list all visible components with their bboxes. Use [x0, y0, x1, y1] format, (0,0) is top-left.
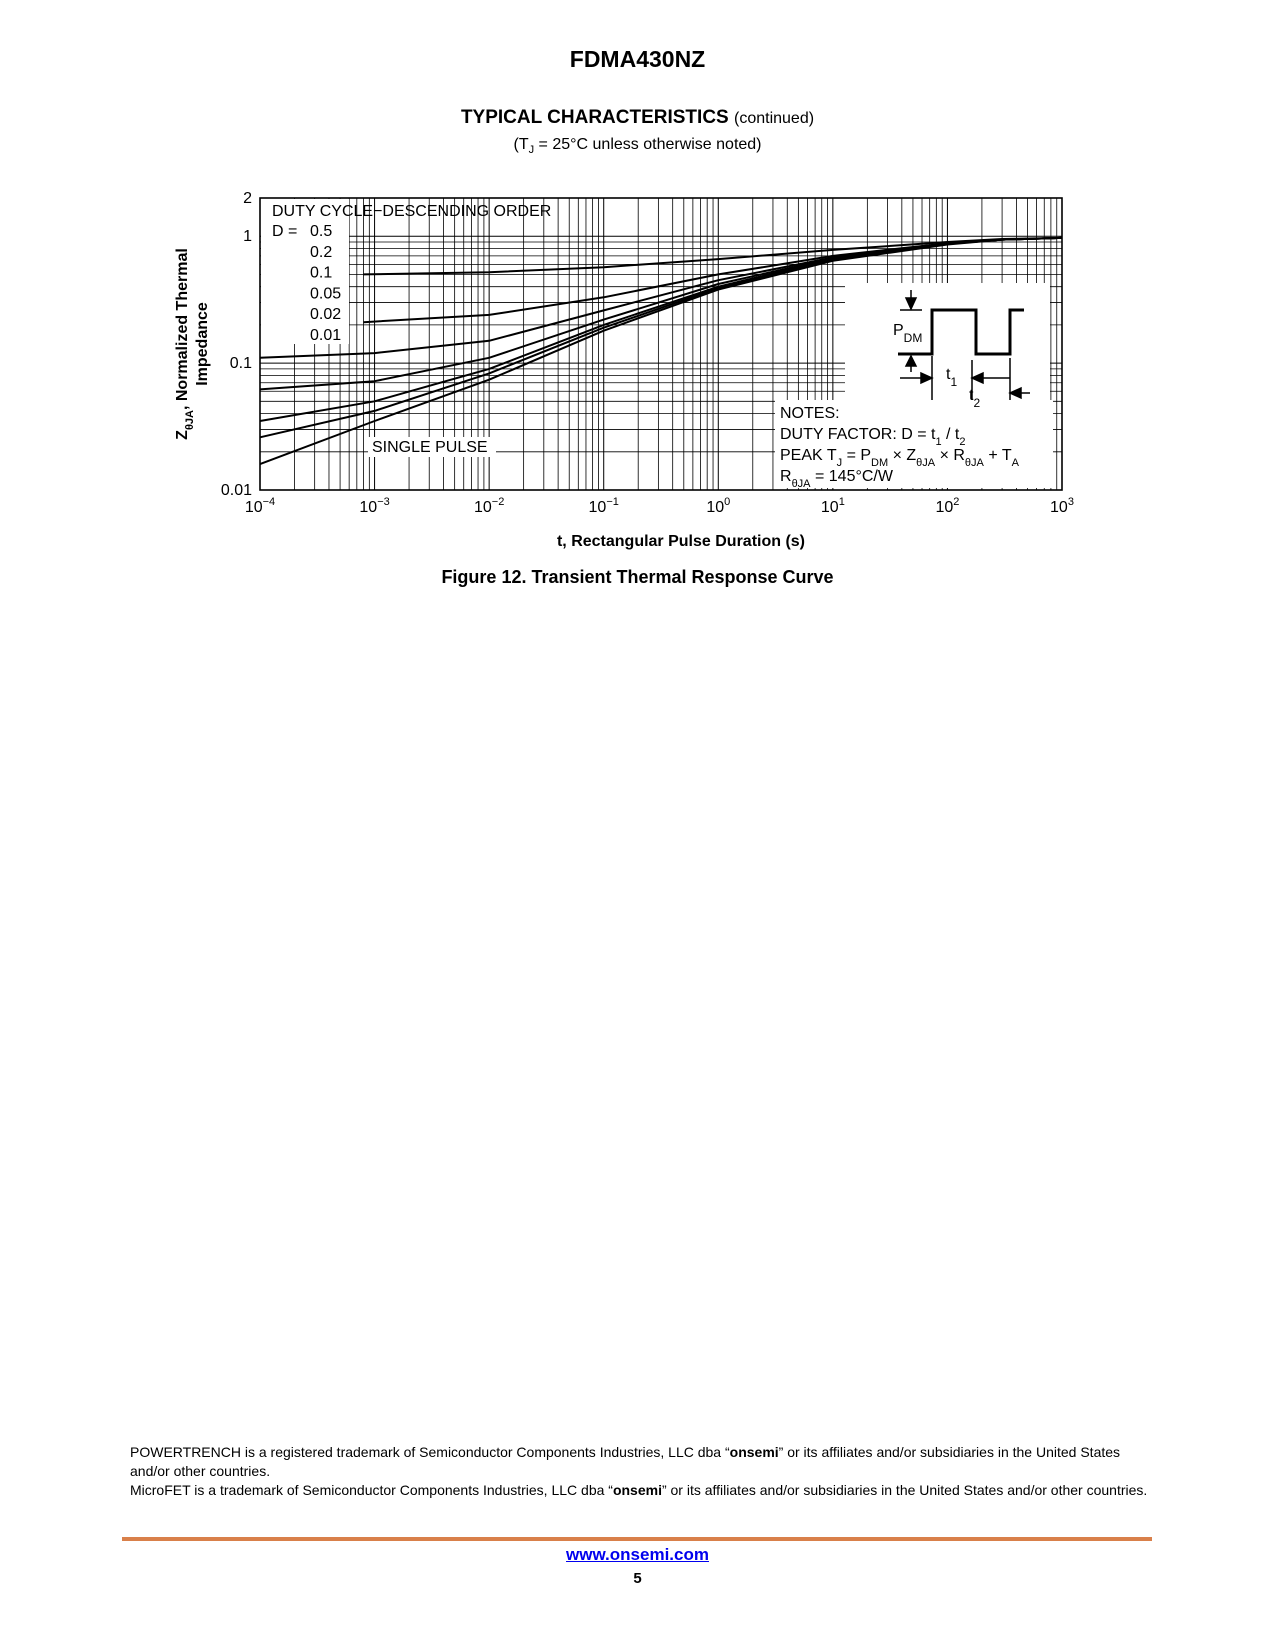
- r-s1: θJA: [791, 478, 811, 490]
- pk-c: × Z: [888, 447, 917, 464]
- tm2-a: MicroFET is a trademark of Semiconductor Components Industries, LLC dba “: [130, 1482, 613, 1498]
- footer-rule: [122, 1537, 1152, 1541]
- x-tick-label: [589, 496, 619, 516]
- figure-caption: Figure 12. Transient Thermal Response Curve: [441, 567, 834, 587]
- x-tick-base: 10: [1050, 499, 1068, 516]
- x-tick-base: 10: [588, 499, 607, 516]
- single-pulse-annotation: [368, 437, 496, 457]
- pk-a: PEAK T: [780, 447, 837, 464]
- x-tick-base: 10: [473, 499, 492, 516]
- trademark-note-1: [130, 1443, 1150, 1481]
- x-tick-base: 10: [706, 499, 725, 516]
- tm1-a: POWERTRENCH is a registered trademark of Semiconductor Components Industries, LLC dba “: [130, 1444, 730, 1460]
- ylab-sub: θJA: [184, 410, 196, 431]
- single-pulse-label: SINGLE PULSE: [372, 439, 488, 456]
- x-tick-exponent: −1: [606, 496, 619, 508]
- website-link-wrap: [0, 1545, 1275, 1565]
- t1-sub: 1: [950, 375, 958, 389]
- condition-prefix: (T: [513, 136, 529, 153]
- website-link[interactable]: www.onsemi.com: [566, 1545, 709, 1564]
- notes-box: [775, 400, 1053, 490]
- y-tick-label: 0.01: [220, 482, 252, 499]
- df-a: DUTY FACTOR: D = t: [780, 426, 936, 443]
- pk-s5: A: [1011, 457, 1019, 469]
- x-tick-exponent: 2: [953, 496, 960, 508]
- tm1-brand: onsemi: [729, 1444, 779, 1460]
- y-tick-label: 2: [243, 190, 252, 207]
- trademark-note-2: [130, 1481, 1150, 1500]
- x-tick-exponent: −3: [377, 496, 390, 508]
- x-tick-label: [245, 496, 275, 516]
- x-tick-label: [821, 496, 845, 516]
- pk-s2: DM: [871, 457, 889, 469]
- x-tick-exponent: −4: [262, 496, 276, 508]
- pk-s3: θJA: [916, 457, 936, 469]
- pk-d: × R: [935, 447, 965, 464]
- pk-s4: θJA: [964, 457, 984, 469]
- legend-entry: 0.2: [310, 243, 333, 261]
- x-tick-label: [706, 496, 730, 516]
- df-s1: 1: [935, 436, 942, 448]
- ylab-rest: , Normalized Thermal: [174, 248, 191, 411]
- t2-sub: 2: [973, 396, 981, 410]
- condition-suffix: = 25°C unless otherwise noted): [534, 136, 762, 153]
- inset-background: [845, 283, 1050, 401]
- x-tick-label: [1050, 496, 1074, 516]
- x-tick-exponent: 0: [724, 496, 731, 508]
- r-b: = 145°C/W: [810, 468, 893, 485]
- y-axis-label-line1: [174, 248, 196, 440]
- x-tick-base: 10: [820, 499, 839, 516]
- legend-entry: 0.5: [310, 223, 333, 240]
- df-s2: 2: [959, 436, 966, 448]
- pk-b: = P: [842, 447, 872, 464]
- notes-title: NOTES:: [780, 405, 840, 422]
- pk-e: + T: [983, 447, 1012, 464]
- x-tick-exponent: −2: [491, 496, 505, 508]
- x-tick-label: [359, 496, 389, 516]
- tm2-b: ” or its affiliates and/or subsidiaries in the United States and/or other countries.: [661, 1482, 1148, 1498]
- x-tick-label: [935, 496, 959, 516]
- pdm-main: P: [893, 322, 904, 339]
- legend-title: DUTY CYCLE−DESCENDING ORDER: [272, 203, 552, 220]
- pk-s1: J: [836, 457, 843, 469]
- x-tick-label: [474, 496, 504, 516]
- section-title-suffix: (continued): [734, 110, 815, 127]
- t2-main: t: [969, 387, 974, 404]
- y-tick-label: 1: [243, 228, 252, 246]
- transient-thermal-chart: [0, 0, 1275, 560]
- legend-d-label: D =: [272, 223, 298, 240]
- y-tick-label: 0.1: [229, 355, 252, 373]
- tm1-b: ” or its affiliates and/or subsidiaries in the United States and/or other countries.: [130, 1444, 1121, 1479]
- x-axis-label: t, Rectangular Pulse Duration (s): [556, 533, 806, 550]
- df-b: / t: [941, 426, 960, 443]
- x-tick-base: 10: [359, 499, 378, 516]
- r-a: R: [780, 468, 792, 485]
- t1-main: t: [946, 366, 951, 383]
- x-tick-base: 10: [935, 499, 954, 516]
- pdm-sub: DM: [903, 331, 923, 345]
- trademark-notes: [130, 1443, 1150, 1500]
- page-number: 5: [633, 1570, 642, 1587]
- condition-sub: J: [528, 144, 535, 157]
- y-axis-label-line2: Impedance: [194, 302, 211, 386]
- part-number-title: FDMA430NZ: [569, 46, 706, 72]
- legend-entry: 0.01: [310, 327, 342, 344]
- section-title-text: TYPICAL CHARACTERISTICS: [460, 107, 729, 128]
- legend-entry: 0.1: [310, 264, 333, 282]
- x-tick-exponent: 1: [838, 496, 845, 508]
- legend-entry: 0.02: [310, 306, 342, 324]
- x-tick-base: 10: [244, 499, 263, 516]
- ylab-z: Z: [174, 430, 191, 440]
- tm2-brand: onsemi: [612, 1482, 662, 1498]
- x-tick-exponent: 3: [1067, 496, 1074, 508]
- legend-entry: 0.05: [310, 285, 342, 303]
- y-axis-label: [174, 248, 211, 440]
